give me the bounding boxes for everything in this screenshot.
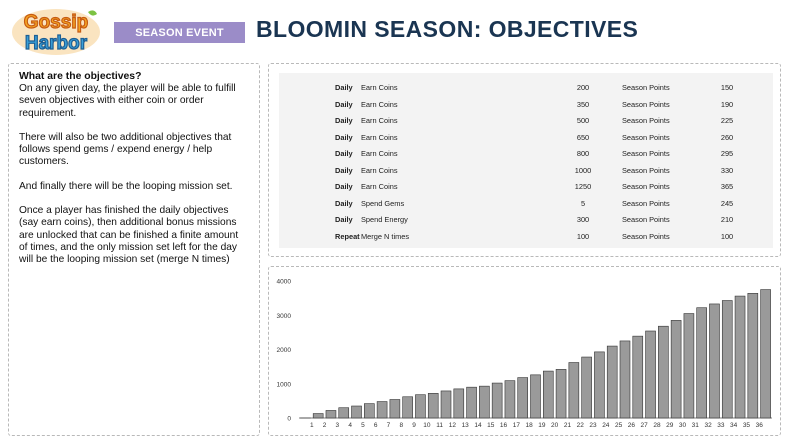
- season-points-bar-chart: [269, 267, 782, 437]
- x-tick-label: 3: [335, 422, 340, 429]
- cell-reward: 100: [720, 231, 734, 241]
- bar: [735, 296, 745, 418]
- cell-reward: 330: [720, 165, 734, 175]
- cell-amount: 1000: [574, 165, 592, 175]
- table-row: [279, 162, 773, 178]
- bar: [403, 397, 413, 418]
- table-row: [279, 211, 773, 227]
- y-tick-label: 1000: [276, 381, 291, 389]
- y-tick-label: 4000: [276, 278, 291, 286]
- x-tick-label: 34: [730, 422, 738, 429]
- cell-reward: 365: [720, 182, 734, 191]
- cell-frequency: Daily: [335, 149, 353, 158]
- cell-amount: 200: [576, 83, 590, 92]
- table-row: [279, 228, 773, 244]
- cell-task: Merge N times: [361, 231, 410, 241]
- x-tick-label: 1: [309, 422, 314, 429]
- table-row: [279, 129, 773, 145]
- bar: [620, 341, 630, 418]
- table-row: [279, 112, 773, 128]
- x-tick-label: 8: [399, 422, 404, 429]
- x-tick-label: 10: [423, 422, 431, 429]
- cell-reward-type: Season Points: [622, 99, 670, 109]
- bar: [569, 363, 579, 418]
- cell-amount: 350: [576, 99, 590, 109]
- x-tick-label: 7: [386, 422, 391, 429]
- bar: [607, 346, 617, 418]
- cell-task: Earn Coins: [361, 165, 398, 175]
- x-tick-label: 35: [742, 422, 751, 429]
- bar: [722, 301, 732, 418]
- bar: [761, 290, 771, 418]
- x-tick-label: 24: [602, 422, 610, 429]
- cell-frequency: Daily: [335, 83, 353, 92]
- cell-amount: 1250: [574, 182, 592, 191]
- x-tick-label: 9: [412, 422, 416, 429]
- cell-task: Earn Coins: [361, 116, 398, 125]
- x-tick-label: 16: [499, 422, 508, 429]
- x-tick-label: 28: [653, 422, 661, 429]
- logo-text-line2: Harbor: [24, 33, 88, 54]
- bar: [684, 314, 694, 418]
- cell-reward-type: Season Points: [622, 231, 670, 241]
- x-tick-label: 2: [322, 422, 327, 429]
- bar: [505, 381, 515, 418]
- bar: [390, 400, 400, 418]
- season-event-tag: SEASON EVENT: [114, 22, 245, 43]
- y-tick-label: 0: [287, 415, 291, 423]
- bar: [492, 383, 502, 418]
- objectives-table: [279, 73, 773, 248]
- x-tick-label: 36: [755, 422, 763, 429]
- cell-reward-type: Season Points: [622, 182, 670, 191]
- cell-task: Earn Coins: [361, 83, 398, 92]
- bar: [339, 408, 349, 418]
- gossip-harbor-logo: [10, 6, 102, 56]
- cell-task: Earn Coins: [361, 149, 398, 158]
- bar: [454, 389, 464, 418]
- cell-task: Earn Coins: [361, 99, 398, 109]
- x-tick-label: 5: [361, 422, 365, 429]
- bar: [582, 357, 592, 418]
- description-paragraph: And finally there will be the looping mission set.: [19, 180, 233, 192]
- bar: [518, 378, 528, 418]
- x-tick-label: 14: [474, 422, 482, 429]
- x-tick-label: 25: [614, 422, 623, 429]
- table-row: [279, 178, 773, 194]
- bar: [556, 369, 566, 418]
- x-tick-label: 26: [627, 422, 635, 429]
- x-tick-label: 15: [487, 422, 495, 429]
- x-tick-label: 20: [551, 422, 559, 429]
- cell-reward-type: Season Points: [622, 83, 670, 92]
- x-tick-label: 11: [436, 422, 443, 429]
- x-tick-label: 18: [525, 422, 533, 429]
- cell-reward-type: Season Points: [622, 116, 670, 125]
- bar: [428, 393, 438, 418]
- cell-task: Spend Energy: [361, 215, 408, 224]
- table-row: [279, 195, 773, 211]
- cell-frequency: Daily: [335, 198, 353, 208]
- season-points-chart-panel: [268, 266, 781, 436]
- cell-reward-type: Season Points: [622, 149, 670, 158]
- table-row: [279, 96, 773, 112]
- x-tick-label: 6: [373, 422, 378, 429]
- cell-amount: 100: [576, 231, 590, 241]
- cell-amount: 300: [576, 215, 590, 224]
- bar: [594, 352, 604, 418]
- cell-reward: 260: [720, 132, 734, 142]
- cell-frequency: Repeat: [335, 231, 360, 241]
- bar: [633, 336, 643, 418]
- bar: [364, 404, 374, 418]
- cell-reward-type: Season Points: [622, 215, 670, 224]
- cell-reward: 225: [720, 116, 734, 125]
- x-tick-label: 17: [512, 422, 520, 429]
- bar: [671, 320, 681, 418]
- bar: [415, 395, 425, 418]
- x-tick-label: 27: [640, 422, 648, 429]
- bar: [658, 326, 668, 418]
- bar: [531, 375, 541, 418]
- cell-reward: 210: [720, 215, 734, 224]
- cell-frequency: Daily: [335, 215, 353, 224]
- x-tick-label: 33: [717, 422, 725, 429]
- x-tick-label: 4: [348, 422, 352, 429]
- bar: [646, 331, 656, 418]
- y-tick-label: 2000: [276, 347, 291, 354]
- cell-reward-type: Season Points: [622, 165, 670, 175]
- cell-reward: 245: [720, 198, 734, 208]
- bar: [479, 386, 489, 418]
- x-tick-label: 31: [691, 422, 699, 429]
- cell-task: Spend Gems: [361, 198, 405, 208]
- bar: [467, 387, 477, 418]
- x-tick-label: 23: [589, 422, 597, 429]
- cell-task: Earn Coins: [361, 132, 398, 142]
- cell-amount: 500: [576, 116, 590, 125]
- bar: [326, 410, 336, 418]
- x-tick-label: 13: [461, 422, 469, 429]
- table-row: [279, 79, 773, 95]
- leaf-icon: [88, 10, 97, 15]
- x-tick-label: 22: [576, 422, 584, 429]
- x-tick-label: 29: [666, 422, 674, 429]
- description-paragraph: There will also be two additional objectives that follows spend gems / expend energy / help customers.: [19, 132, 232, 168]
- cell-reward: 150: [720, 83, 734, 92]
- objectives-description-panel: [8, 63, 260, 436]
- description-paragraph: Once a player has finished the daily objectives (say earn coins), then additional bonus missions are unlocked that can be finished a finite amount of times, and the only mission set left for the day will be the looping mission set (merge N times): [19, 205, 239, 265]
- cell-reward: 295: [720, 149, 734, 158]
- objectives-table-panel: [268, 63, 781, 257]
- table-row: [279, 145, 773, 161]
- cell-reward-type: Season Points: [622, 198, 670, 208]
- cell-reward-type: Season Points: [622, 132, 670, 142]
- cell-frequency: Daily: [335, 165, 353, 175]
- bar: [352, 406, 362, 418]
- bar: [697, 308, 707, 418]
- bar: [748, 293, 758, 418]
- cell-amount: 5: [580, 198, 586, 208]
- y-tick-label: 3000: [276, 312, 291, 320]
- logo-text-line1: Gossip: [23, 12, 89, 33]
- cell-frequency: Daily: [335, 99, 353, 109]
- cell-frequency: Daily: [335, 182, 353, 191]
- cell-frequency: Daily: [335, 116, 353, 125]
- x-tick-label: 30: [678, 422, 687, 429]
- cell-amount: 650: [576, 132, 590, 142]
- x-tick-label: 12: [448, 422, 457, 429]
- x-tick-label: 19: [538, 422, 546, 429]
- bar: [441, 391, 451, 418]
- cell-reward: 190: [720, 99, 734, 109]
- cell-frequency: Daily: [335, 132, 353, 142]
- page-title: BLOOMIN SEASON: OBJECTIVES: [256, 16, 639, 42]
- bar: [377, 402, 387, 418]
- cell-amount: 800: [576, 149, 590, 158]
- bar: [543, 371, 553, 418]
- description-paragraph: On any given day, the player will be able to fulfill seven objectives with either coin or order requirement.: [19, 83, 236, 119]
- cell-task: Earn Coins: [361, 182, 398, 191]
- x-tick-label: 21: [563, 422, 572, 429]
- x-tick-label: 32: [704, 422, 712, 429]
- bar: [709, 304, 719, 418]
- bar: [313, 414, 323, 418]
- description-heading: What are the objectives?: [19, 71, 142, 82]
